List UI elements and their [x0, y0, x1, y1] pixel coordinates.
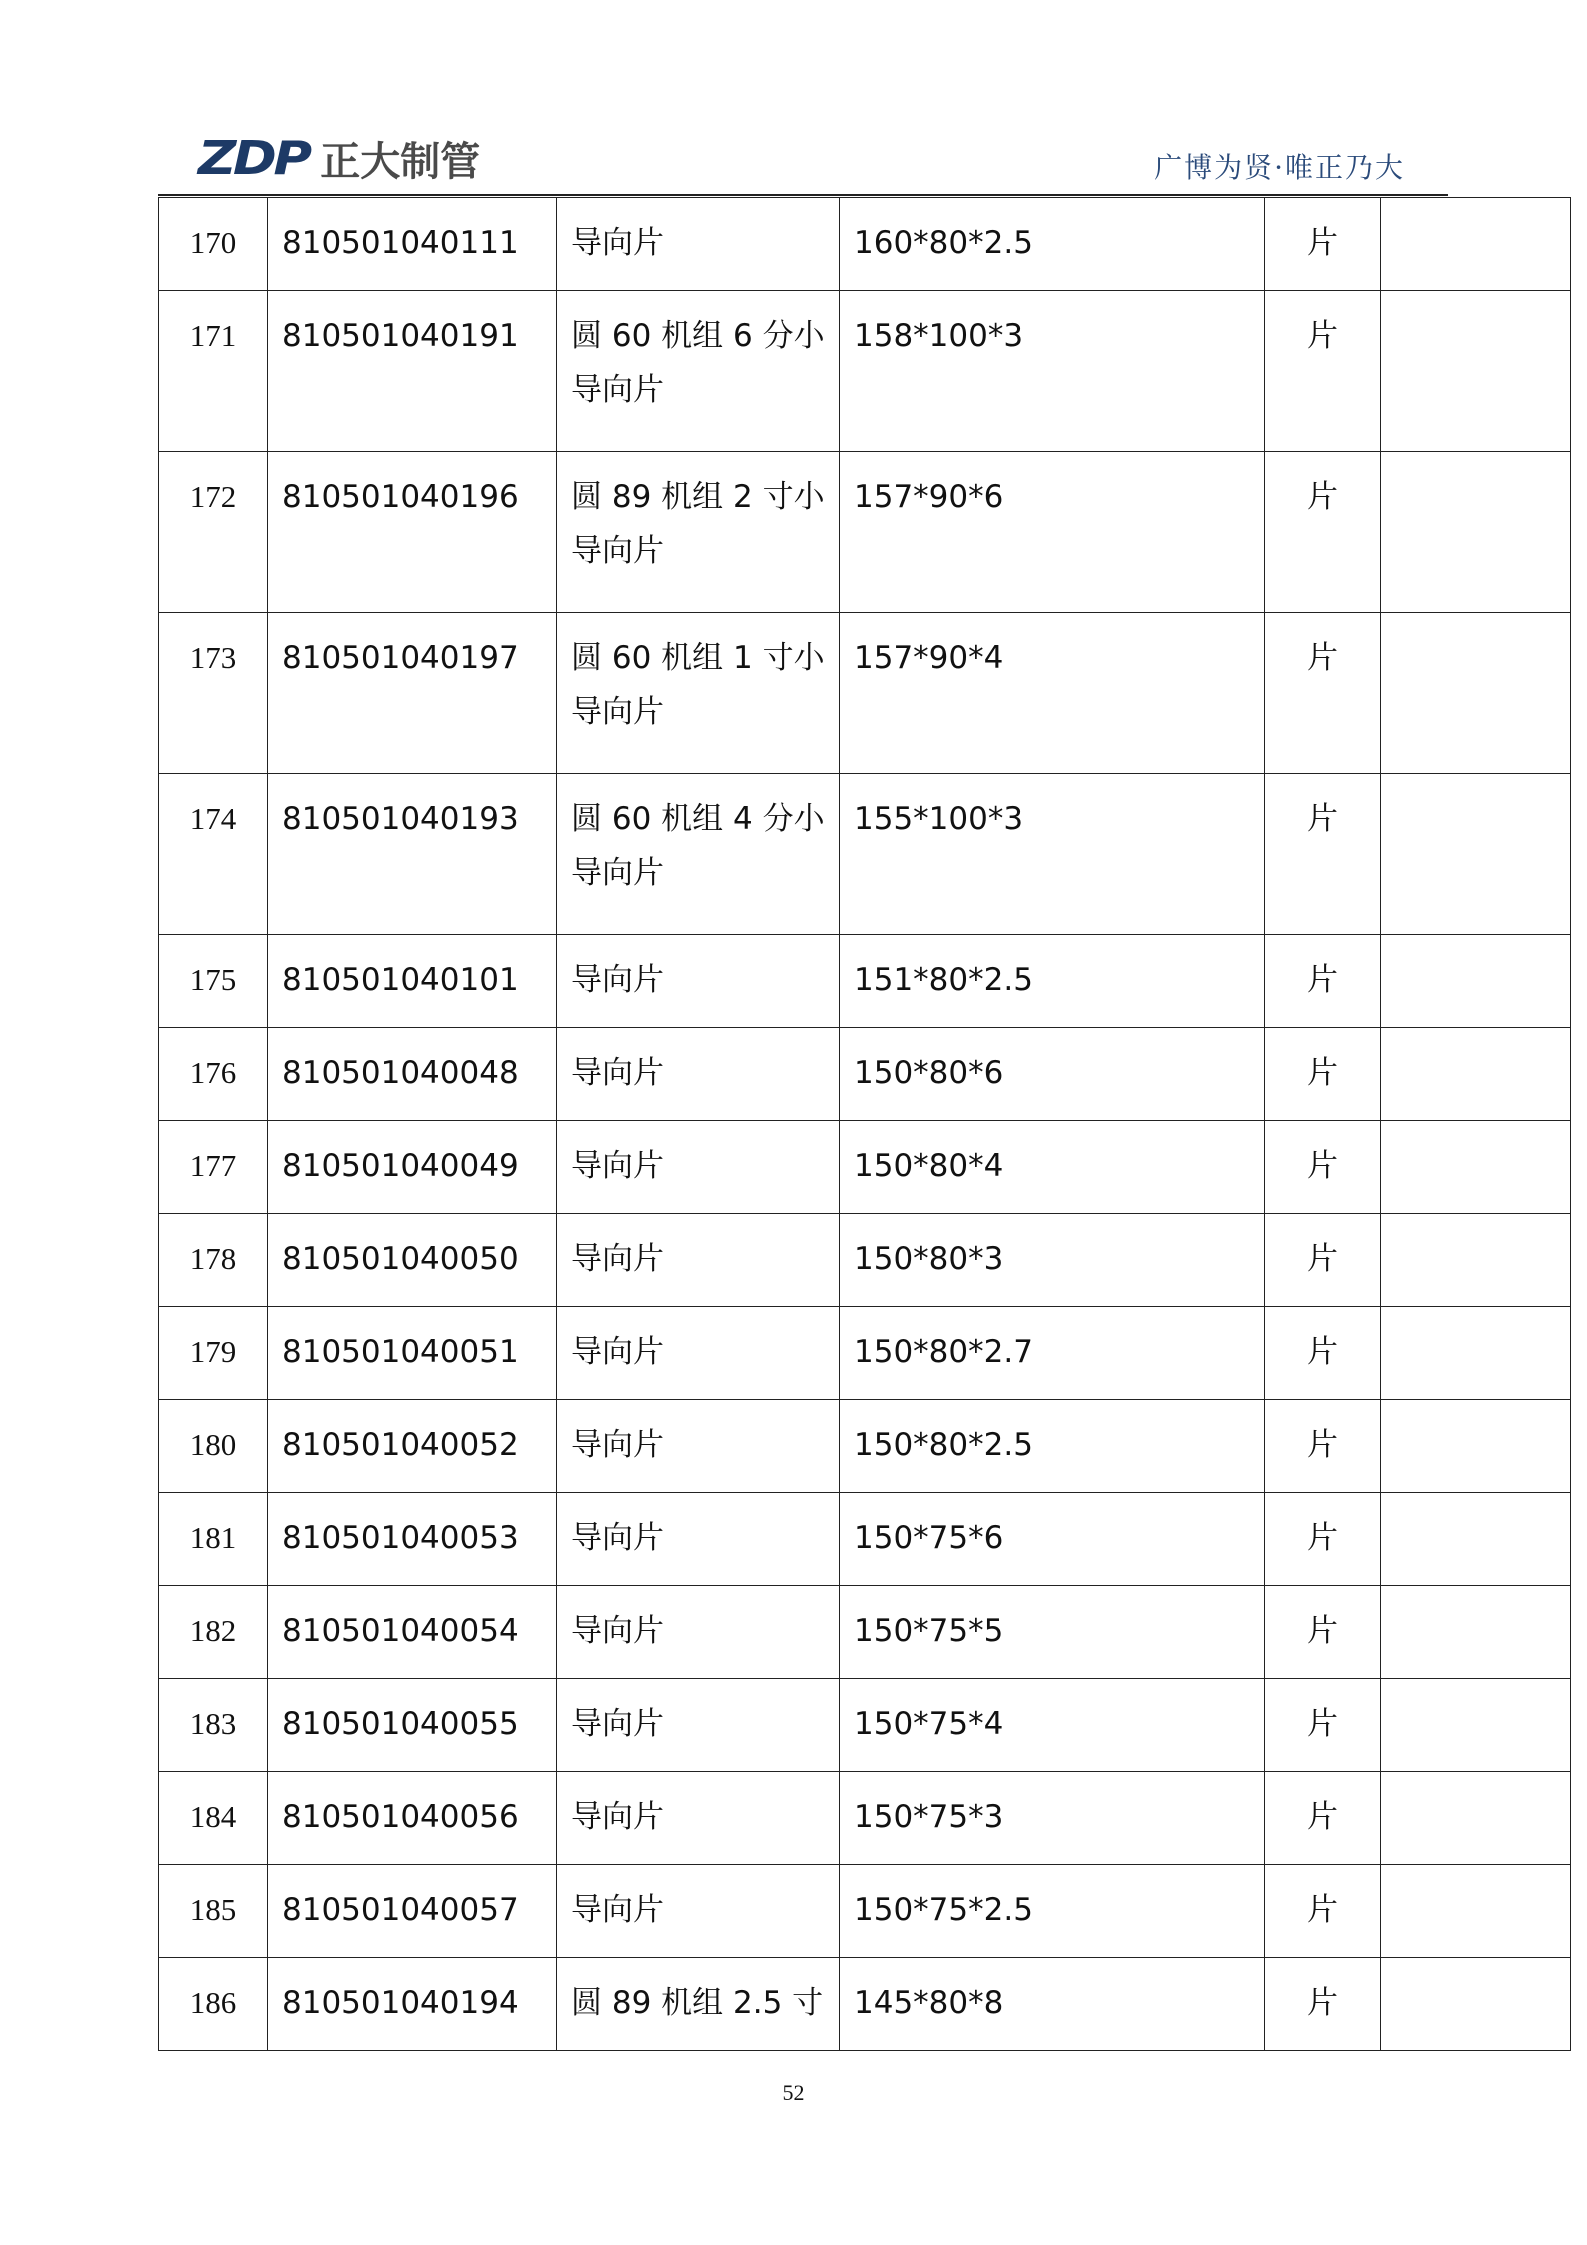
name-cell: 导向片 — [557, 198, 840, 291]
table-row — [159, 935, 1571, 1028]
spec-cell: 150*80*2.7 — [840, 1307, 1265, 1400]
unit-cell: 片 — [1265, 1493, 1381, 1586]
table-row — [159, 1493, 1571, 1586]
spec-cell: 150*80*4 — [840, 1121, 1265, 1214]
seq-cell: 176 — [159, 1028, 268, 1121]
seq-cell: 174 — [159, 774, 268, 935]
seq-cell: 179 — [159, 1307, 268, 1400]
table-row — [159, 1214, 1571, 1307]
code-cell: 810501040101 — [268, 935, 557, 1028]
unit-cell: 片 — [1265, 1679, 1381, 1772]
name-cell: 圆 60 机组 6 分小导向片 — [557, 291, 840, 452]
unit-cell: 片 — [1265, 774, 1381, 935]
name-cell: 圆 89 机组 2.5 寸 — [557, 1958, 840, 2051]
name-cell: 导向片 — [557, 1586, 840, 1679]
spec-cell: 150*75*6 — [840, 1493, 1265, 1586]
header-rule — [158, 194, 1448, 196]
code-cell: 810501040048 — [268, 1028, 557, 1121]
name-cell: 导向片 — [557, 1400, 840, 1493]
seq-cell: 177 — [159, 1121, 268, 1214]
spec-cell: 158*100*3 — [840, 291, 1265, 452]
note-cell — [1381, 1028, 1571, 1121]
note-cell — [1381, 1214, 1571, 1307]
company-logo — [198, 132, 480, 184]
spec-cell: 150*75*2.5 — [840, 1865, 1265, 1958]
spec-cell: 150*75*3 — [840, 1772, 1265, 1865]
code-cell: 810501040052 — [268, 1400, 557, 1493]
code-cell: 810501040055 — [268, 1679, 557, 1772]
logo-text: 正大制管 — [320, 138, 481, 185]
table-row — [159, 1679, 1571, 1772]
note-cell — [1381, 1493, 1571, 1586]
code-cell: 810501040194 — [268, 1958, 557, 2051]
code-cell: 810501040053 — [268, 1493, 557, 1586]
name-cell: 圆 60 机组 1 寸小导向片 — [557, 613, 840, 774]
table-row — [159, 1958, 1571, 2051]
name-cell: 导向片 — [557, 1121, 840, 1214]
note-cell — [1381, 774, 1571, 935]
name-cell: 导向片 — [557, 935, 840, 1028]
table-row — [159, 1772, 1571, 1865]
code-cell: 810501040056 — [268, 1772, 557, 1865]
spec-cell: 151*80*2.5 — [840, 935, 1265, 1028]
unit-cell: 片 — [1265, 452, 1381, 613]
seq-cell: 171 — [159, 291, 268, 452]
seq-cell: 180 — [159, 1400, 268, 1493]
name-cell: 导向片 — [557, 1028, 840, 1121]
seq-cell: 184 — [159, 1772, 268, 1865]
name-cell: 圆 89 机组 2 寸小导向片 — [557, 452, 840, 613]
unit-cell: 片 — [1265, 291, 1381, 452]
spec-cell: 150*80*2.5 — [840, 1400, 1265, 1493]
spec-cell: 155*100*3 — [840, 774, 1265, 935]
unit-cell: 片 — [1265, 1586, 1381, 1679]
note-cell — [1381, 1679, 1571, 1772]
note-cell — [1381, 198, 1571, 291]
seq-cell: 170 — [159, 198, 268, 291]
spec-cell: 150*80*6 — [840, 1028, 1265, 1121]
code-cell: 810501040051 — [268, 1307, 557, 1400]
seq-cell: 172 — [159, 452, 268, 613]
unit-cell: 片 — [1265, 1958, 1381, 2051]
table-row — [159, 1586, 1571, 1679]
unit-cell: 片 — [1265, 1121, 1381, 1214]
spec-cell: 145*80*8 — [840, 1958, 1265, 2051]
table-row — [159, 291, 1571, 452]
note-cell — [1381, 1865, 1571, 1958]
name-cell: 导向片 — [557, 1865, 840, 1958]
spec-cell: 150*80*3 — [840, 1214, 1265, 1307]
note-cell — [1381, 1400, 1571, 1493]
table-row — [159, 452, 1571, 613]
code-cell: 810501040057 — [268, 1865, 557, 1958]
unit-cell: 片 — [1265, 613, 1381, 774]
note-cell — [1381, 1307, 1571, 1400]
unit-cell: 片 — [1265, 1772, 1381, 1865]
code-cell: 810501040197 — [268, 613, 557, 774]
seq-cell: 183 — [159, 1679, 268, 1772]
unit-cell: 片 — [1265, 935, 1381, 1028]
seq-cell: 178 — [159, 1214, 268, 1307]
note-cell — [1381, 1586, 1571, 1679]
slogan: 广博为贤·唯正乃大 — [1154, 151, 1405, 184]
code-cell: 810501040054 — [268, 1586, 557, 1679]
parts-table — [158, 197, 1571, 2051]
table-row — [159, 1028, 1571, 1121]
page-number: 52 — [782, 2080, 805, 2105]
seq-cell: 181 — [159, 1493, 268, 1586]
seq-cell: 186 — [159, 1958, 268, 2051]
name-cell: 导向片 — [557, 1214, 840, 1307]
table-row — [159, 1121, 1571, 1214]
table-row — [159, 1307, 1571, 1400]
name-cell: 导向片 — [557, 1307, 840, 1400]
unit-cell: 片 — [1265, 198, 1381, 291]
unit-cell: 片 — [1265, 1028, 1381, 1121]
name-cell: 导向片 — [557, 1772, 840, 1865]
spec-cell: 157*90*6 — [840, 452, 1265, 613]
name-cell: 导向片 — [557, 1679, 840, 1772]
note-cell — [1381, 1772, 1571, 1865]
note-cell — [1381, 291, 1571, 452]
code-cell: 810501040191 — [268, 291, 557, 452]
spec-cell: 157*90*4 — [840, 613, 1265, 774]
note-cell — [1381, 452, 1571, 613]
unit-cell: 片 — [1265, 1307, 1381, 1400]
code-cell: 810501040193 — [268, 774, 557, 935]
name-cell: 圆 60 机组 4 分小导向片 — [557, 774, 840, 935]
table-row — [159, 1400, 1571, 1493]
spec-cell: 150*75*5 — [840, 1586, 1265, 1679]
note-cell — [1381, 1121, 1571, 1214]
spec-cell: 160*80*2.5 — [840, 198, 1265, 291]
code-cell: 810501040111 — [268, 198, 557, 291]
note-cell — [1381, 613, 1571, 774]
code-cell: 810501040049 — [268, 1121, 557, 1214]
unit-cell: 片 — [1265, 1214, 1381, 1307]
unit-cell: 片 — [1265, 1865, 1381, 1958]
table-row — [159, 613, 1571, 774]
seq-cell: 173 — [159, 613, 268, 774]
note-cell — [1381, 935, 1571, 1028]
seq-cell: 182 — [159, 1586, 268, 1679]
unit-cell: 片 — [1265, 1400, 1381, 1493]
note-cell — [1381, 1958, 1571, 2051]
name-cell: 导向片 — [557, 1493, 840, 1586]
table-row — [159, 1865, 1571, 1958]
spec-cell: 150*75*4 — [840, 1679, 1265, 1772]
table-row — [159, 774, 1571, 935]
seq-cell: 175 — [159, 935, 268, 1028]
table-row — [159, 198, 1571, 291]
code-cell: 810501040050 — [268, 1214, 557, 1307]
code-cell: 810501040196 — [268, 452, 557, 613]
seq-cell: 185 — [159, 1865, 268, 1958]
logo-mark: ZDP — [198, 131, 309, 185]
